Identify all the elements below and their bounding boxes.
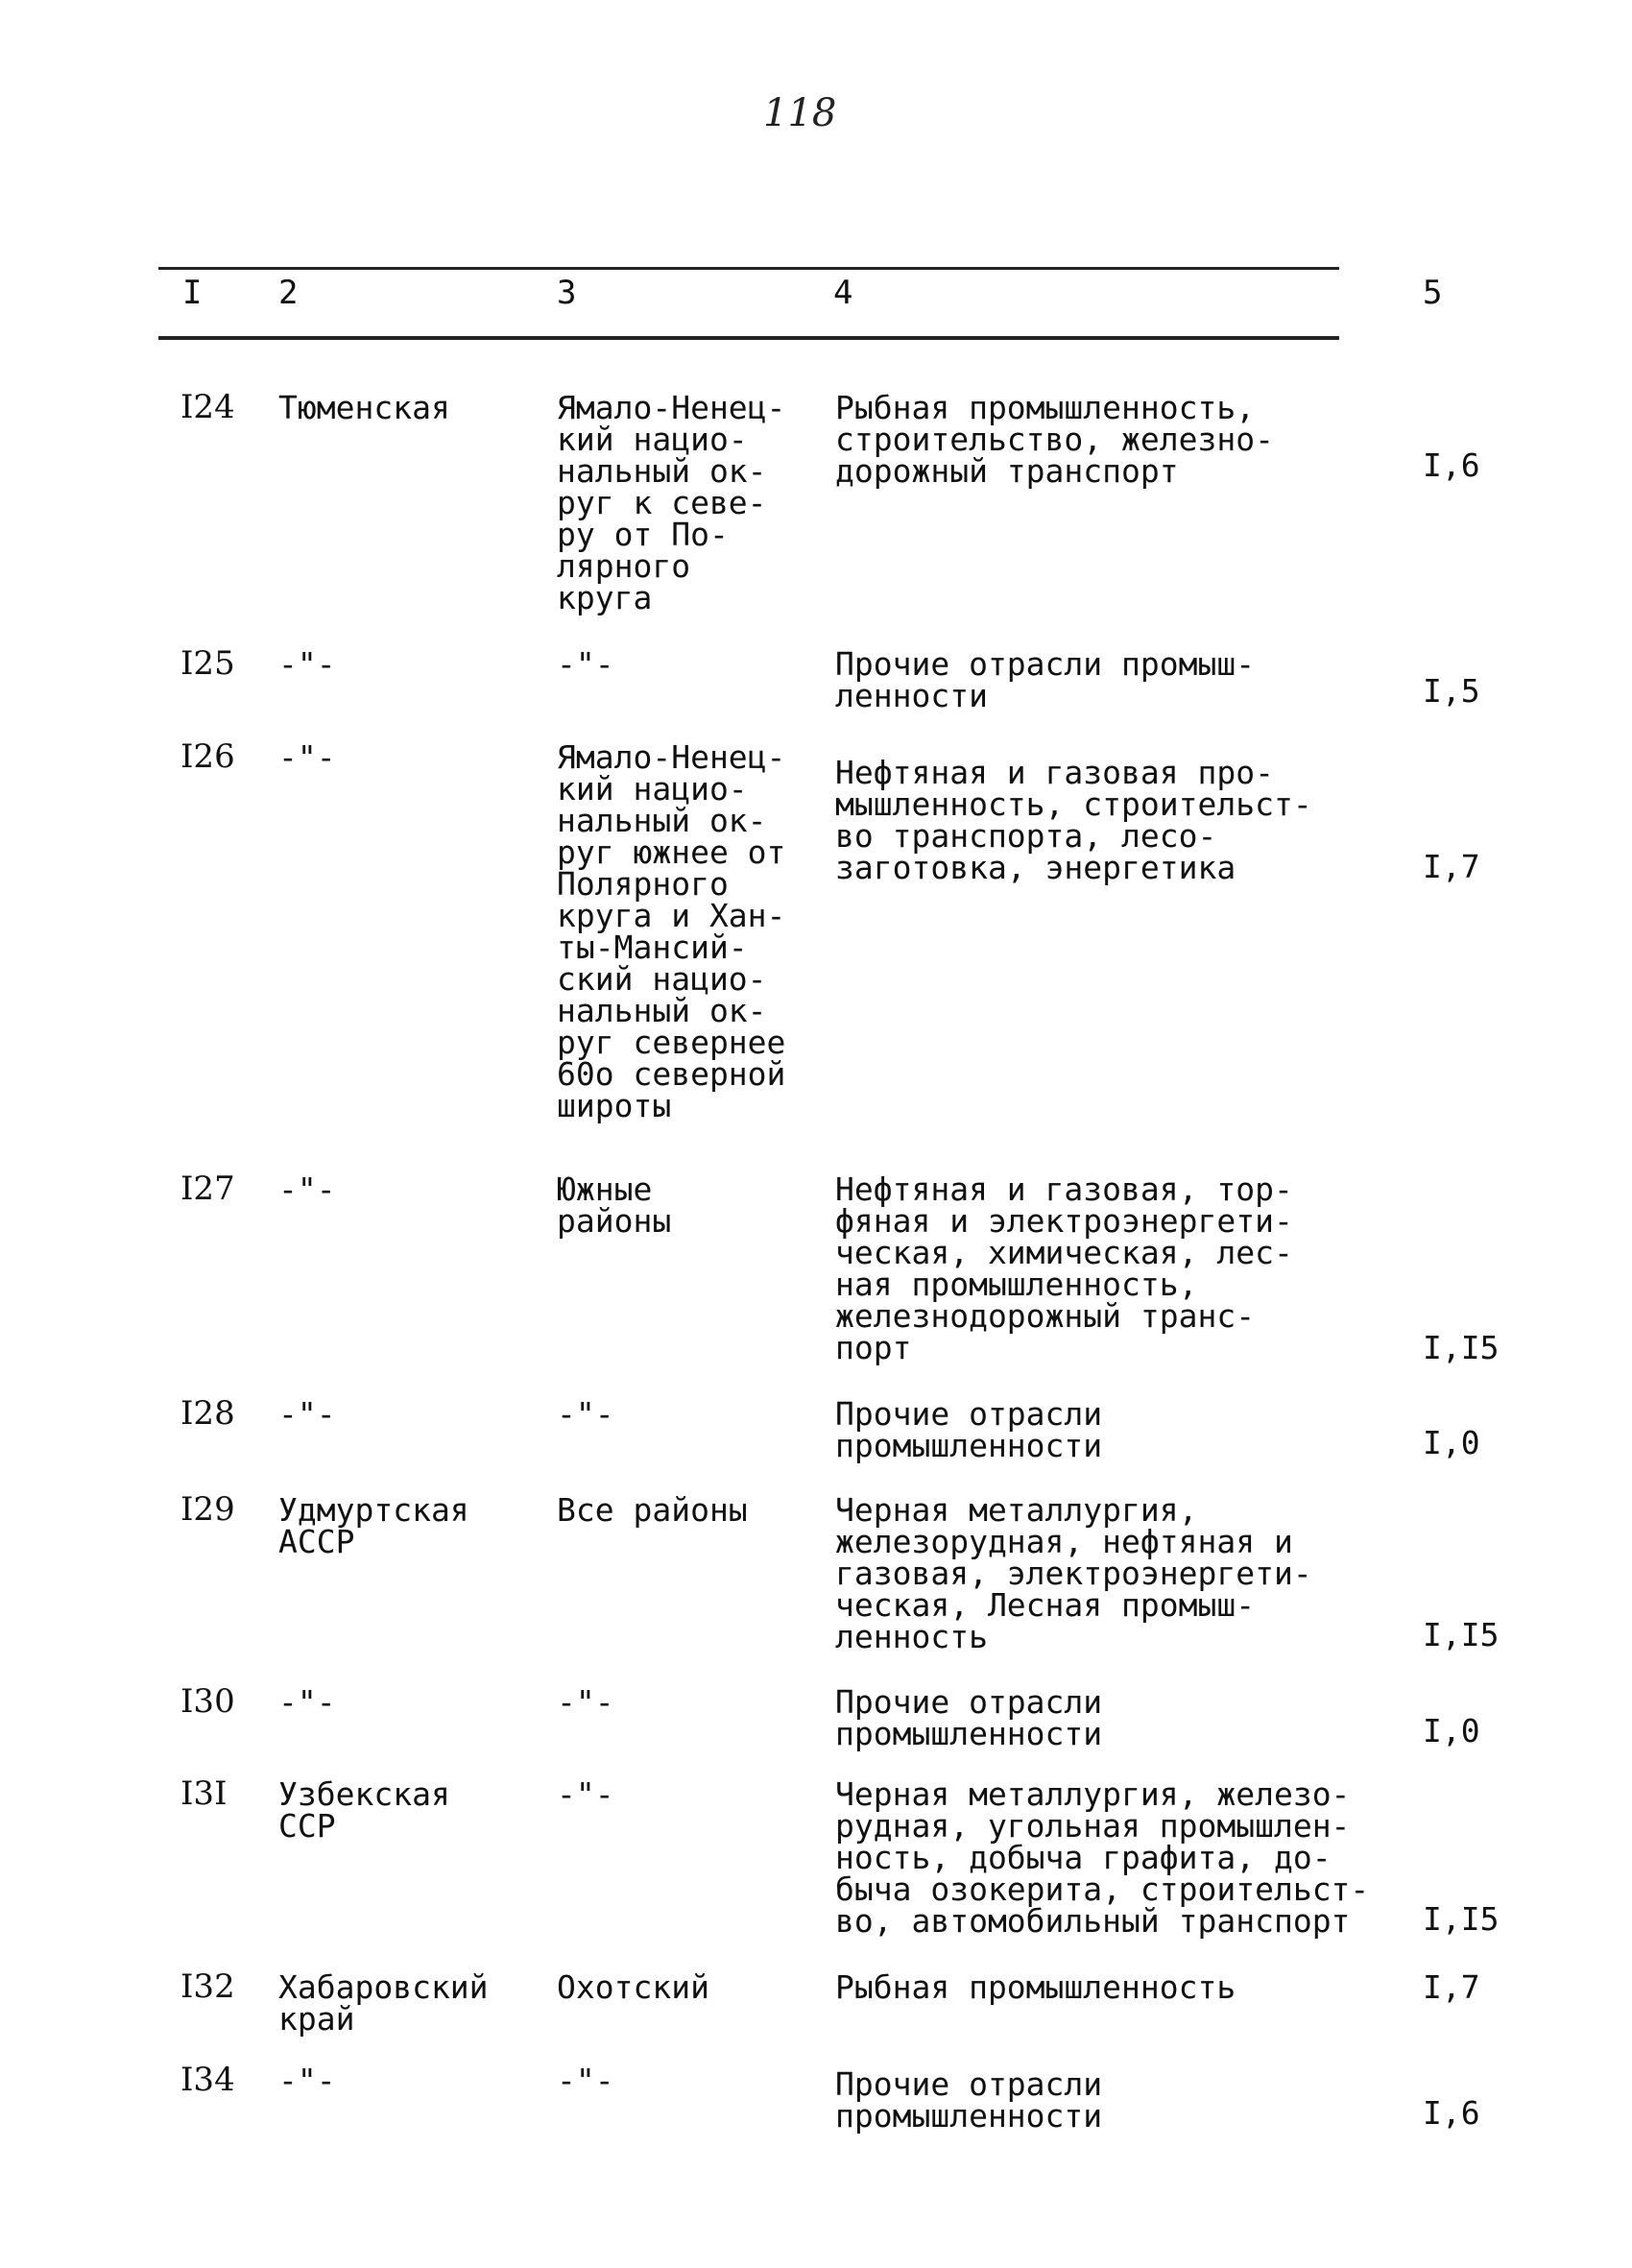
industry-cell: Черная металлургия, железорудная, нефтяная и газовая, электроэнергети- ческая, Лесная промыш- ленность [835, 1491, 1312, 1655]
region-cell: Удмуртская АССР [278, 1491, 469, 1560]
coefficient-cell: I,5 [1423, 672, 1480, 710]
industry-cell: Черная металлургия, железо- рудная, угольная промышлен- ность, добыча графита, до- быча озокерита, строительст- во, автомобильный транспорт [835, 1775, 1370, 1940]
coefficient-cell: I,6 [1423, 2094, 1480, 2132]
table-header [0, 274, 1632, 322]
industry-cell: Прочие отрасли промышленности [835, 1683, 1103, 1752]
header-col-4: 4 [833, 274, 853, 312]
header-col-5: 5 [1423, 274, 1443, 312]
area-cell: -"- [557, 1775, 614, 1813]
table-header-rule [158, 336, 1339, 340]
row-number: I30 [180, 1682, 235, 1721]
industry-cell: Нефтяная и газовая, тор- фяная и электроэнергети- ческая, химическая, лес- ная промышленность, железнодорожный транс- порт [835, 1170, 1293, 1366]
area-cell: Все районы [557, 1491, 748, 1529]
table-top-rule [158, 267, 1339, 270]
area-cell: Южные районы [557, 1170, 672, 1240]
coefficient-cell: I,0 [1423, 1712, 1480, 1749]
industry-cell: Рыбная промышленность [835, 1968, 1236, 2006]
region-cell: -"- [278, 645, 336, 683]
header-col-3: 3 [557, 274, 577, 312]
region-cell: Узбекская ССР [278, 1775, 450, 1845]
region-cell: -"- [278, 1170, 336, 1208]
coefficient-cell: I,7 [1423, 1968, 1480, 2006]
industry-cell: Прочие отрасли промыш- ленности [835, 645, 1256, 714]
area-cell: -"- [557, 1683, 614, 1721]
region-cell: -"- [278, 738, 336, 776]
coefficient-cell: I,7 [1423, 848, 1480, 885]
region-cell: Хабаровский край [278, 1968, 489, 2038]
row-number: I27 [180, 1170, 235, 1208]
row-number: I3I [180, 1774, 228, 1813]
row-number: I29 [180, 1490, 235, 1529]
row-number: I24 [180, 388, 235, 426]
coefficient-cell: I,6 [1423, 446, 1480, 484]
header-col-2: 2 [278, 274, 299, 312]
area-cell: -"- [557, 645, 614, 683]
area-cell: Ямало-Ненец- кий нацио- нальный ок- руг южнее от Полярного круга и Хан- ты-Мансий- ский нацио- нальный ок- руг севернее 60о северной широты [557, 738, 786, 1124]
region-cell: Тюменская [278, 389, 450, 426]
industry-cell: Прочие отрасли промышленности [835, 2065, 1103, 2135]
region-cell: -"- [278, 1395, 336, 1433]
area-cell: -"- [557, 2062, 614, 2099]
industry-cell: Прочие отрасли промышленности [835, 1395, 1103, 1464]
coefficient-cell: I,I5 [1423, 1329, 1500, 1366]
row-number: I34 [180, 2061, 235, 2099]
coefficient-cell: I,0 [1423, 1424, 1480, 1461]
industry-cell: Рыбная промышленность, строительство, железно- дорожный транспорт [835, 389, 1274, 490]
page-number: 118 [763, 91, 837, 135]
row-number: I32 [180, 1967, 235, 2006]
industry-cell: Нефтяная и газовая про- мышленность, строительст- во транспорта, лесо- заготовка, энергетика [835, 754, 1312, 886]
row-number: I26 [180, 737, 235, 776]
area-cell: Охотский [557, 1968, 709, 2006]
region-cell: -"- [278, 2062, 336, 2099]
coefficient-cell: I,I5 [1423, 1616, 1500, 1653]
coefficient-cell: I,I5 [1423, 1900, 1500, 1938]
region-cell: -"- [278, 1683, 336, 1721]
area-cell: -"- [557, 1395, 614, 1433]
row-number: I28 [180, 1394, 235, 1433]
row-number: I25 [180, 644, 235, 683]
area-cell: Ямало-Ненец- кий нацио- нальный ок- руг к севе- ру от По- лярного круга [557, 389, 786, 616]
header-col-1: I [182, 274, 203, 312]
